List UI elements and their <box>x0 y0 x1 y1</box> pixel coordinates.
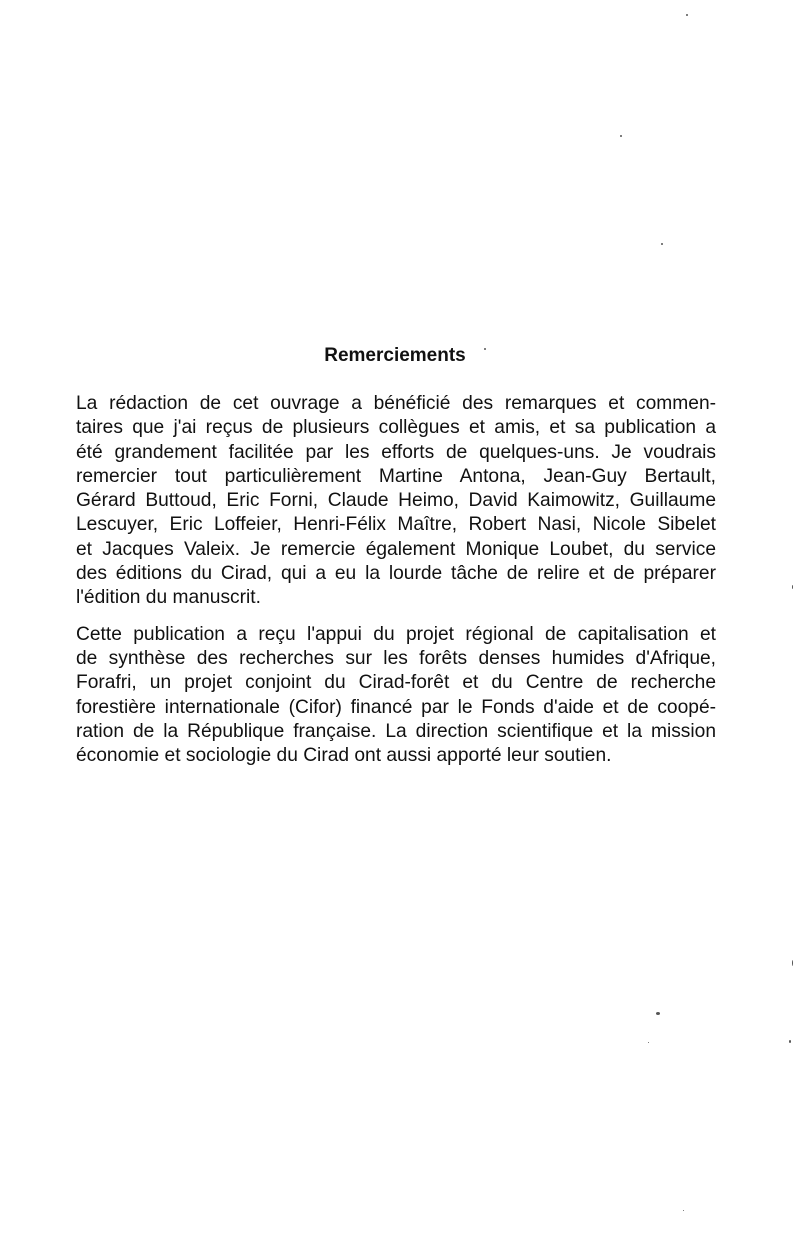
scan-speck <box>686 14 688 16</box>
text-line: taires que j'ai reçus de plusieurs collègues et amis, et sa publication a <box>76 417 716 439</box>
scan-speck <box>792 960 793 966</box>
scan-speck <box>648 1042 649 1043</box>
text-line: été grandement facilitée par les efforts de quelques-uns. Je voudrais <box>76 441 716 463</box>
text-line: forestière internationale (Cifor) financé par le Fonds d'aide et de coopé- <box>76 696 716 718</box>
scan-speck <box>620 135 622 137</box>
scan-speck <box>683 1210 684 1211</box>
text-line: La rédaction de cet ouvrage a bénéficié des remarques et commen- <box>76 393 716 414</box>
scan-speck <box>789 1040 791 1043</box>
text-line: et Jacques Valeix. Je remercie également Monique Loubet, du service <box>76 538 716 560</box>
text-line: de synthèse des recherches sur les forêts denses humides d'Afrique, <box>76 647 716 669</box>
text-line: ration de la République française. La direction scientifique et la mission <box>76 720 716 742</box>
text-line: Forafri, un projet conjoint du Cirad-forêt et du Centre de recherche <box>76 672 716 694</box>
scan-speck <box>792 585 793 589</box>
text-line: Gérard Buttoud, Eric Forni, Claude Heimo, David Kaimowitz, Guillaume <box>76 490 716 512</box>
page-title: Remerciements <box>324 344 466 366</box>
text-line: Cette publication a reçu l'appui du projet régional de capitalisation et <box>76 623 716 645</box>
paragraph-1 <box>76 392 716 611</box>
scan-speck <box>484 348 486 350</box>
text-line: des éditions du Cirad, qui a eu la lourde tâche de relire et de préparer <box>76 563 716 585</box>
scan-speck <box>656 1012 660 1015</box>
paragraph-2 <box>76 623 716 769</box>
text-line: Lescuyer, Eric Loffeier, Henri-Félix Maître, Robert Nasi, Nicole Sibelet <box>76 514 716 536</box>
acknowledgements-body <box>76 392 716 780</box>
text-line: économie et sociologie du Cirad ont aussi apporté leur soutien. <box>76 745 612 767</box>
scan-speck <box>661 243 663 245</box>
text-line: l'édition du manuscrit. <box>76 587 261 609</box>
text-line: remercier tout particulièrement Martine Antona, Jean-Guy Bertault, <box>76 465 716 487</box>
